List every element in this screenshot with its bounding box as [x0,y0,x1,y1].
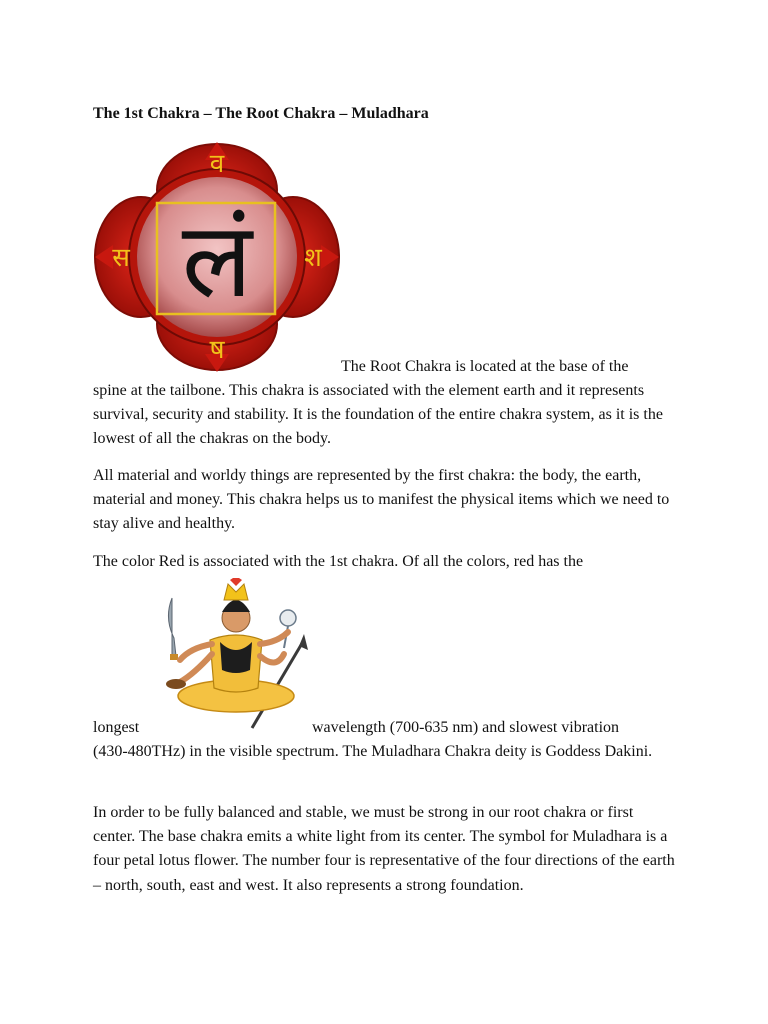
petal-glyph-bottom: ष [209,335,225,365]
petal-glyph-right: श [304,243,322,273]
p3-body: (430-480THz) in the visible spectrum. The Muladhara Chakra deity is Goddess Dakini. [93,743,653,760]
page-title: The 1st Chakra – The Root Chakra – Muladhara [93,105,429,122]
petal-glyph-top: व [209,149,225,179]
goddess-dakini-illustration [150,578,312,730]
root-chakra-symbol [93,142,341,372]
p1-body: spine at the tailbone. This chakra is associated with the element earth and it represents survival, security and stability. It is the foundation of the entire chakra system, as it is the lowest of all the chakras on the body. [93,382,663,448]
p3-word-before-image: longest [93,719,140,736]
p4-body: In order to be fully balanced and stable, we must be strong in our root chakra or first center. The base chakra emits a white light from its center. The symbol for Muladhara is a four petal lotus flower. The number four is representative of the four directions of the earth – north, south, east and west. It also represents a strong foundation. [93,804,675,894]
p2-body: All material and worldy things are represented by the first chakra: the body, the earth, material and money. This chakra helps us to manifest the physical items which we need to stay alive and healthy. [93,467,670,533]
p1-first-line: The Root Chakra is located at the base of the [341,358,629,375]
lam-glyph: लं [181,199,253,321]
p3-first-line: The color Red is associated with the 1st chakra. Of all the colors, red has the [93,553,584,570]
petal-glyph-left: स [112,243,130,273]
p3-after-image: wavelength (700-635 nm) and slowest vibration [312,719,620,736]
